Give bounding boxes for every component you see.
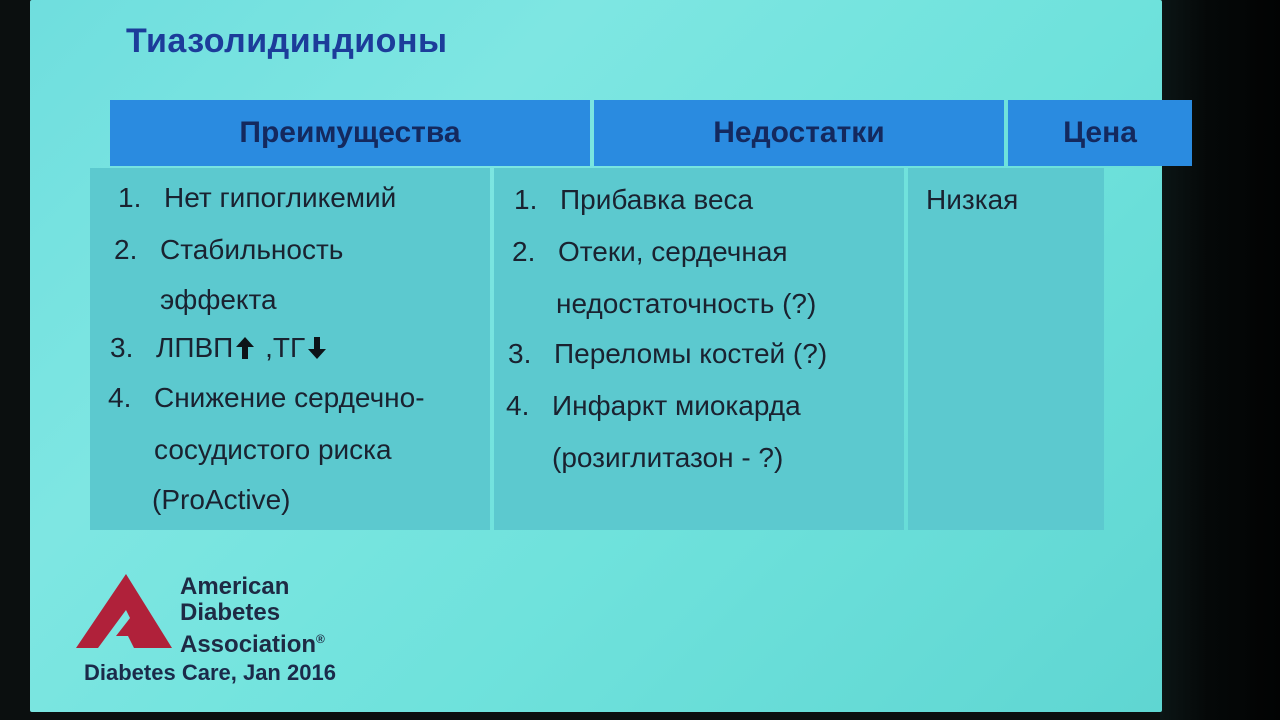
item-text: Снижение сердечно- bbox=[154, 382, 425, 413]
column-header-price: Цена bbox=[1008, 100, 1192, 166]
citation: Diabetes Care, Jan 2016 bbox=[84, 660, 336, 685]
arrow-down-icon bbox=[307, 325, 327, 377]
item-text: Переломы костей (?) bbox=[554, 338, 828, 369]
item-text: сосудистого риска bbox=[154, 434, 392, 465]
disadvantages-cell bbox=[494, 168, 904, 530]
separator: , bbox=[257, 332, 273, 363]
tg-label: ТГ bbox=[272, 332, 306, 363]
item-number: 3. bbox=[110, 332, 134, 363]
item-number: 1. bbox=[514, 184, 538, 215]
item-text: Стабильность bbox=[160, 234, 344, 265]
price-cell bbox=[908, 168, 1104, 530]
item-number: 4. bbox=[506, 390, 530, 421]
item-number: 3. bbox=[508, 338, 532, 369]
column-header-advantages: Преимущества bbox=[110, 100, 590, 166]
logo-line-3-text: Association bbox=[180, 631, 317, 658]
item-text: (ProActive) bbox=[152, 484, 291, 515]
price-value: Низкая bbox=[926, 184, 1019, 215]
item-number: 2. bbox=[512, 236, 536, 267]
slide-title: Тиазолидиндионы bbox=[126, 22, 448, 60]
item-text bbox=[156, 322, 329, 377]
logo-line-3 bbox=[180, 626, 325, 658]
item-text: (розиглитазон - ?) bbox=[552, 442, 784, 473]
item-number: 1. bbox=[118, 182, 142, 213]
ada-logo-icon bbox=[76, 574, 172, 650]
registered-mark: ® bbox=[316, 632, 325, 646]
logo-wordmark bbox=[180, 574, 325, 658]
column-header-disadvantages: Недостатки bbox=[594, 100, 1004, 166]
item-text: Инфаркт миокарда bbox=[552, 390, 801, 421]
item-text: недостаточность (?) bbox=[556, 288, 817, 319]
hdl-label: ЛПВП bbox=[156, 332, 234, 363]
item-number: 4. bbox=[108, 382, 132, 413]
logo-line-1: American bbox=[180, 573, 290, 600]
logo-line-2: Diabetes bbox=[180, 599, 281, 626]
item-text: эффекта bbox=[160, 284, 277, 315]
ada-logo bbox=[76, 574, 376, 664]
arrow-up-icon bbox=[235, 325, 255, 377]
comparison-table bbox=[90, 100, 1137, 530]
item-text: Нет гипогликемий bbox=[164, 182, 397, 213]
item-number: 2. bbox=[114, 234, 138, 265]
item-text: Прибавка веса bbox=[560, 184, 754, 215]
item-text: Отеки, сердечная bbox=[558, 236, 788, 267]
advantages-cell bbox=[90, 168, 490, 530]
